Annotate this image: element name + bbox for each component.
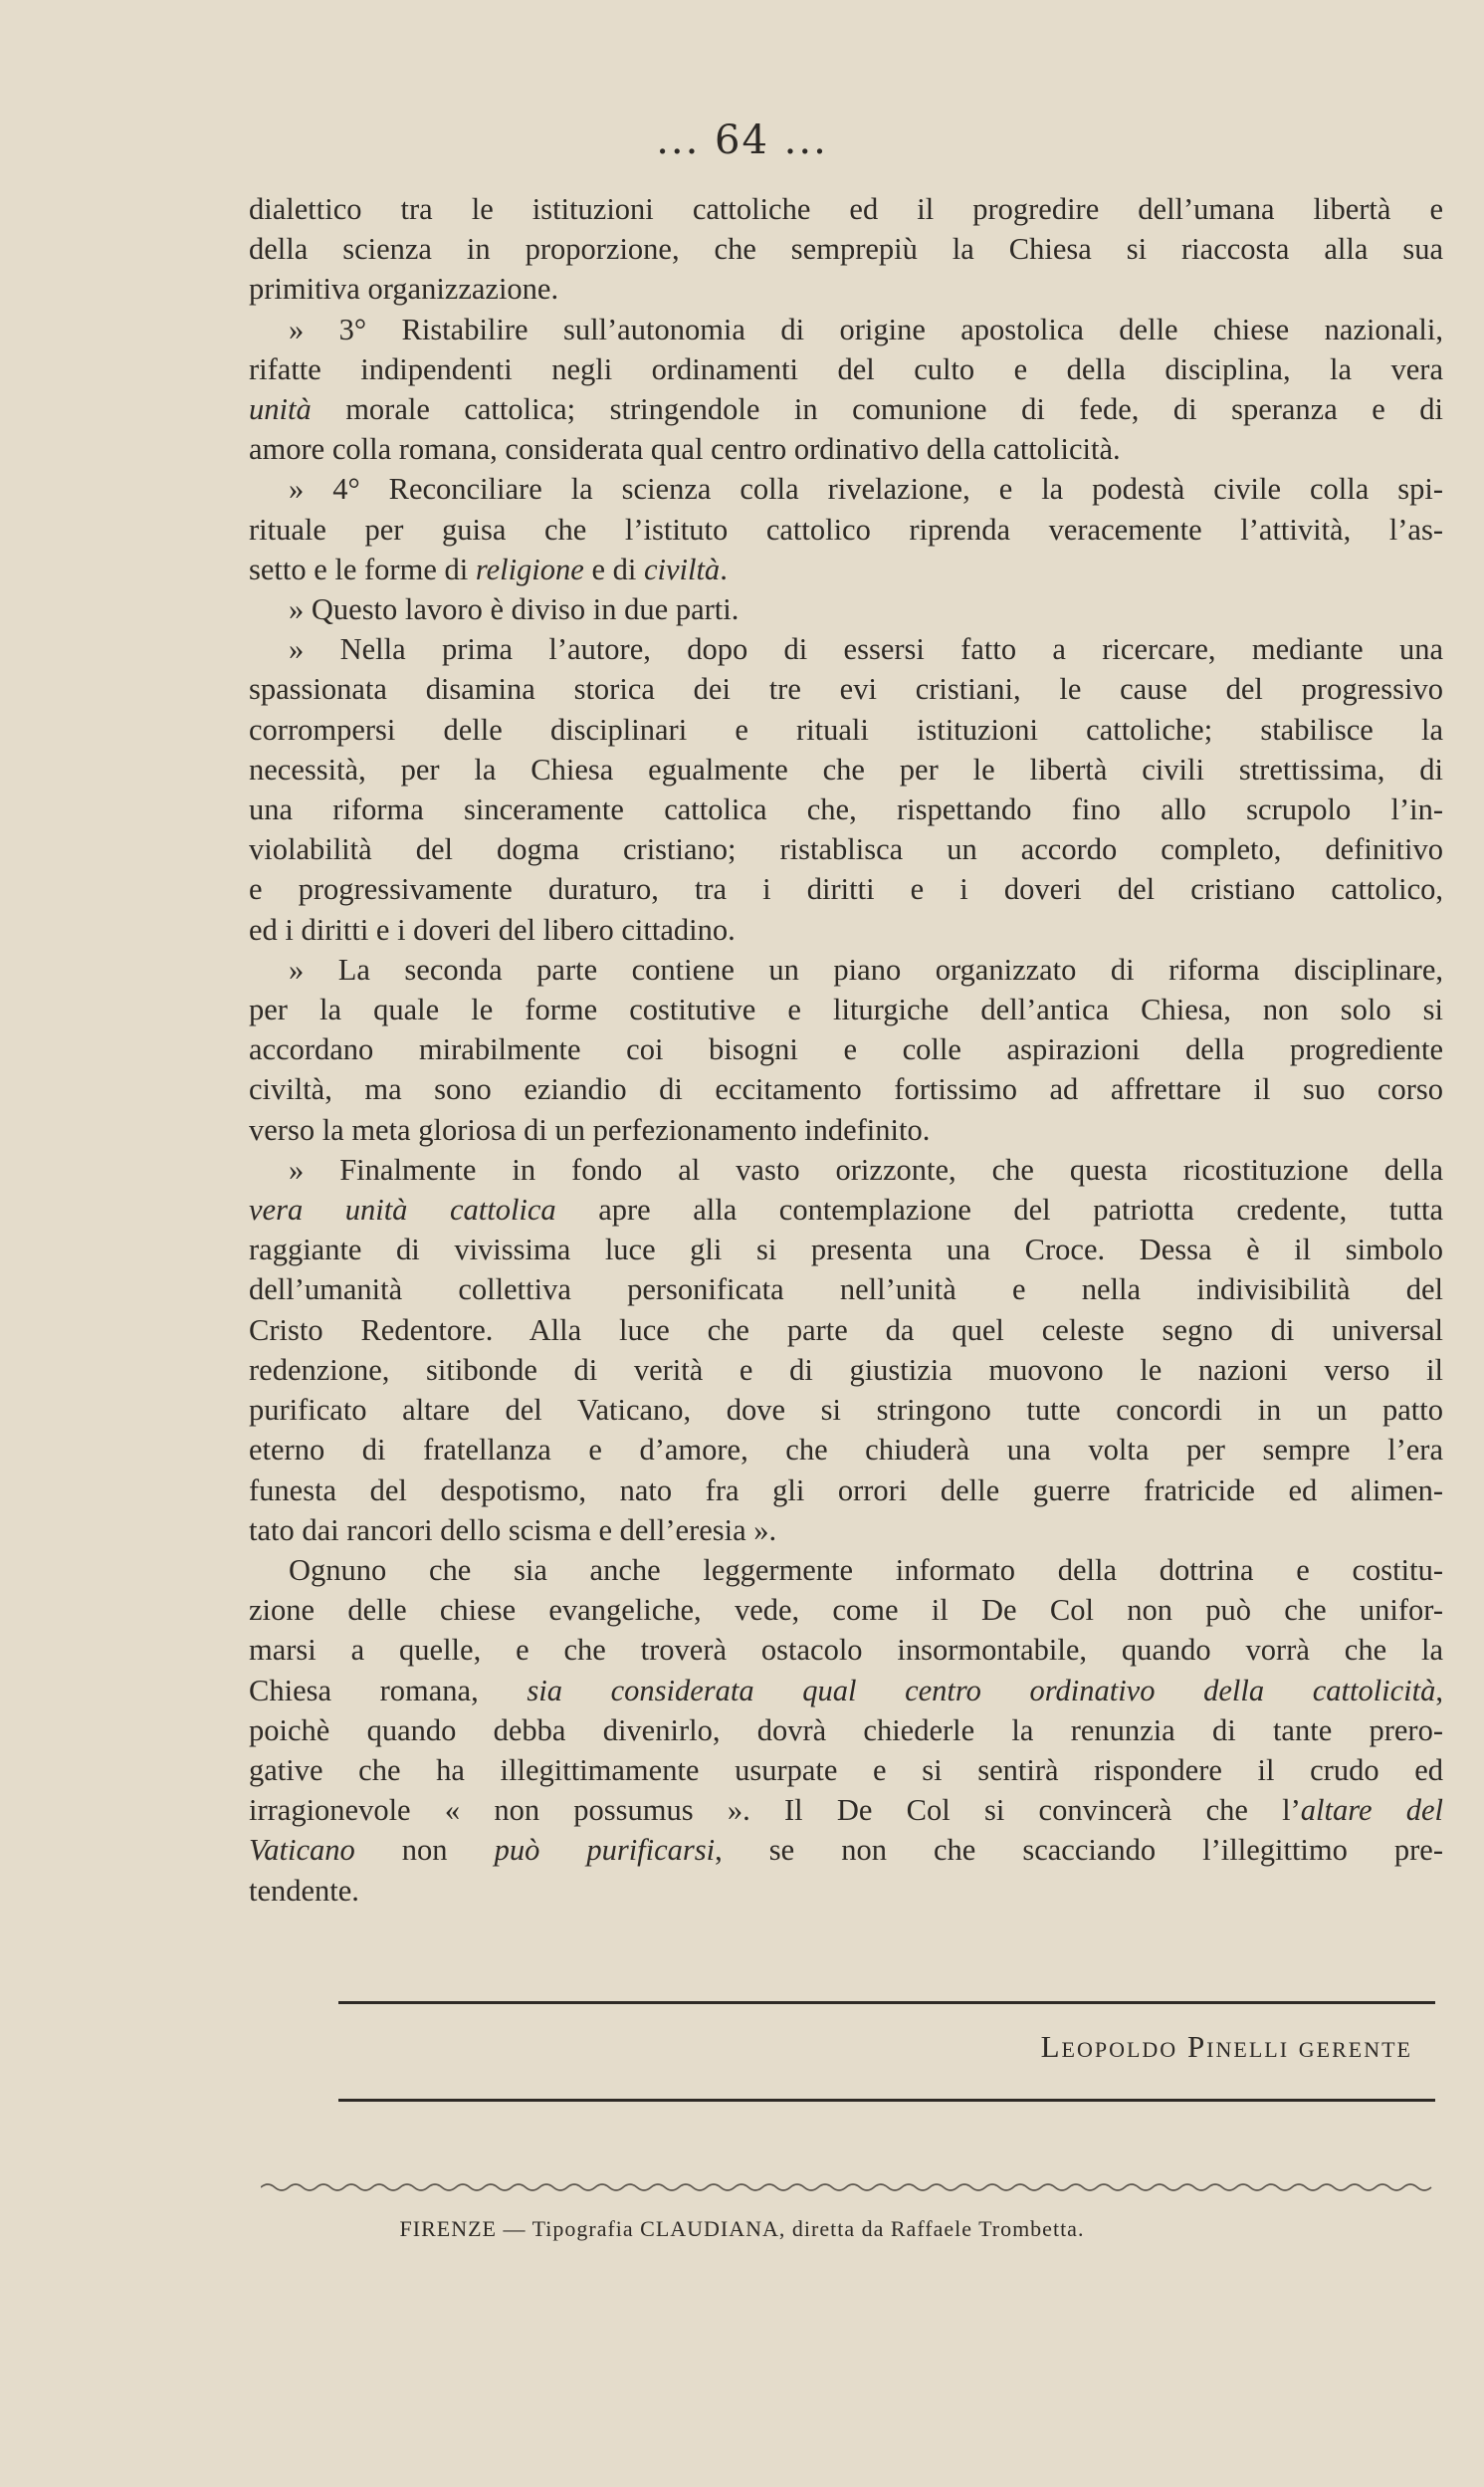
text-segment: marsi a quelle, e che troverà ostacolo insormontabile, quando vorrà che la	[249, 1633, 1443, 1668]
text-segment: » 3° Ristabilire sull’autonomia di origine apostolica delle chiese nazionali,	[289, 312, 1443, 346]
rule-upper	[338, 2001, 1435, 2004]
text-line	[249, 1550, 1443, 1590]
text-segment: tendente.	[249, 1873, 359, 1908]
text-segment: , se non che scacciando l’illegittimo pre-	[715, 1833, 1444, 1868]
text-line	[249, 1671, 1443, 1710]
text-segment: » Nella prima l’autore, dopo di essersi fatto a ricercare, mediante una	[289, 632, 1443, 667]
body-text	[249, 189, 1443, 1911]
text-line	[249, 1470, 1443, 1510]
text-line	[249, 550, 1443, 589]
text-line	[249, 1710, 1443, 1750]
text-segment: e di	[583, 552, 644, 586]
signature: Leopoldo Pinelli gerente	[1040, 2029, 1412, 2064]
text-line	[249, 1510, 1443, 1550]
text-segment: Chiesa romana,	[249, 1673, 528, 1707]
text-line	[249, 1630, 1443, 1670]
text-segment: morale cattolica; stringendole in comunione di fede, di speranza e di	[311, 392, 1443, 427]
page-number: ... 64 ...	[656, 117, 828, 163]
text-line	[249, 310, 1443, 349]
text-segment: dell’umanità collettiva personificata nell’unità e nella indivisibilità del	[249, 1272, 1443, 1307]
text-segment: per la quale le forme costitutive e liturgiche dell’antica Chiesa, non solo si	[249, 993, 1443, 1027]
text-line	[249, 1430, 1443, 1470]
text-segment: non	[354, 1833, 495, 1868]
text-segment: » La seconda parte contiene un piano organizzato di riforma disciplinare,	[289, 952, 1443, 987]
text-segment: civiltà, ma sono eziandio di eccitamento fortissimo ad affrettare il suo corso	[249, 1072, 1443, 1107]
text-line	[249, 229, 1443, 269]
text-line	[249, 629, 1443, 669]
text-line	[249, 1190, 1443, 1230]
text-segment: una riforma sinceramente cattolica che, rispettando fino allo scrupolo l’in-	[249, 792, 1443, 827]
text-line	[249, 1069, 1443, 1109]
text-line	[249, 1750, 1443, 1790]
text-line	[249, 1871, 1443, 1911]
text-segment: della scienza in proporzione, che semprepiù la Chiesa si riaccosta alla sua	[249, 232, 1443, 267]
text-segment: » Finalmente in fondo al vasto orizzonte, che questa ricostituzione della	[289, 1152, 1443, 1187]
text-segment: Cristo Redentore. Alla luce che parte da quel celeste segno di universal	[249, 1312, 1443, 1347]
text-segment: tato dai rancori dello scisma e dell’eresia ».	[249, 1512, 777, 1547]
italic-segment: religione	[475, 552, 584, 586]
text-line	[249, 1110, 1443, 1150]
text-line	[249, 1590, 1443, 1630]
text-segment: ,	[1435, 1673, 1443, 1707]
text-segment: Ognuno che sia anche leggermente informato della dottrina e costitu-	[289, 1552, 1443, 1587]
italic-segment: civiltà	[643, 552, 721, 586]
italic-segment: può purificarsi	[494, 1833, 716, 1868]
text-segment: setto e le forme di	[249, 552, 476, 586]
text-segment: e progressivamente duraturo, tra i diritti e i doveri del cristiano cattolico,	[249, 872, 1443, 907]
text-line	[249, 1269, 1443, 1309]
text-line	[249, 869, 1443, 909]
text-line	[249, 510, 1443, 550]
rule-lower	[338, 2099, 1435, 2102]
text-line	[249, 469, 1443, 509]
text-line	[249, 790, 1443, 829]
text-segment: apre alla contemplazione del patriotta credente, tutta	[555, 1193, 1443, 1228]
text-line	[249, 990, 1443, 1029]
italic-segment: altare del	[1300, 1793, 1443, 1828]
text-segment: gative che ha illegittimamente usurpate e si sentirà rispondere il crudo ed	[249, 1752, 1443, 1787]
imprint: FIRENZE — Tipografia CLAUDIANA, diretta da Raffaele Trombetta.	[399, 2216, 1085, 2241]
text-line	[249, 829, 1443, 869]
text-line	[249, 1230, 1443, 1269]
text-segment: poichè quando debba divenirlo, dovrà chiederle la renunzia di tante prero-	[249, 1712, 1443, 1747]
text-segment: verso la meta gloriosa di un perfezionamento indefinito.	[249, 1112, 931, 1147]
text-segment: raggiante di vivissima luce gli si presenta una Croce. Dessa è il simbolo	[249, 1233, 1443, 1267]
text-segment: redenzione, sitibonde di verità e di giustizia muovono le nazioni verso il	[249, 1352, 1443, 1387]
text-line	[249, 669, 1443, 709]
text-line	[249, 1790, 1443, 1830]
text-line	[249, 750, 1443, 790]
text-line	[249, 1830, 1443, 1870]
text-segment: amore colla romana, considerata qual centro ordinativo della cattolicità.	[249, 432, 1121, 467]
text-segment: .	[720, 552, 728, 586]
text-line	[249, 429, 1443, 469]
text-line	[249, 349, 1443, 389]
text-segment: irragionevole « non possumus ». Il De Col si convincerà che l’	[249, 1793, 1301, 1828]
text-line	[249, 1310, 1443, 1350]
text-segment: corrompersi delle disciplinari e rituali istituzioni cattoliche; stabilisce la	[249, 712, 1443, 747]
italic-segment: Vaticano	[249, 1833, 355, 1868]
text-segment: purificato altare del Vaticano, dove si stringono tutte concordi in un patto	[249, 1393, 1443, 1428]
wavy-rule	[261, 2180, 1435, 2194]
text-segment: » 4° Reconciliare la scienza colla rivelazione, e la podestà civile colla spi-	[289, 472, 1443, 507]
text-segment: eterno di fratellanza e d’amore, che chiuderà una volta per sempre l’era	[249, 1433, 1443, 1468]
italic-segment: vera unità cattolica	[249, 1193, 556, 1228]
text-segment: zione delle chiese evangeliche, vede, come il De Col non può che unifor-	[249, 1593, 1443, 1628]
text-segment: rituale per guisa che l’istituto cattolico riprenda veracemente l’attività, l’as-	[249, 512, 1443, 547]
text-line	[249, 950, 1443, 990]
text-line	[249, 389, 1443, 429]
text-line	[249, 589, 1443, 629]
text-segment: violabilità del dogma cristiano; ristablisca un accordo completo, definitivo	[249, 832, 1443, 867]
text-segment: ed i diritti e i doveri del libero cittadino.	[249, 912, 736, 947]
text-segment: accordano mirabilmente coi bisogni e colle aspirazioni della progrediente	[249, 1032, 1443, 1067]
text-line	[249, 910, 1443, 950]
text-segment: » Questo lavoro è diviso in due parti.	[289, 592, 740, 627]
text-line	[249, 189, 1443, 229]
text-segment: spassionata disamina storica dei tre evi cristiani, le cause del progressivo	[249, 672, 1443, 707]
text-line	[249, 1350, 1443, 1390]
text-line	[249, 710, 1443, 750]
text-segment: dialettico tra le istituzioni cattoliche ed il progredire dell’umana libertà e	[249, 192, 1443, 226]
text-segment: funesta del despotismo, nato fra gli orrori delle guerre fratricide ed alimen-	[249, 1472, 1443, 1507]
text-line	[249, 1150, 1443, 1190]
italic-segment: sia considerata qual centro ordinativo della cattolicità	[527, 1673, 1436, 1707]
text-line	[249, 1029, 1443, 1069]
text-line	[249, 1390, 1443, 1430]
text-segment: necessità, per la Chiesa egualmente che per le libertà civili strettissima, di	[249, 752, 1443, 787]
italic-segment: unità	[249, 392, 312, 427]
text-line	[249, 269, 1443, 309]
text-segment: primitiva organizzazione.	[249, 272, 559, 307]
text-segment: rifatte indipendenti negli ordinamenti del culto e della disciplina, la vera	[249, 351, 1443, 386]
